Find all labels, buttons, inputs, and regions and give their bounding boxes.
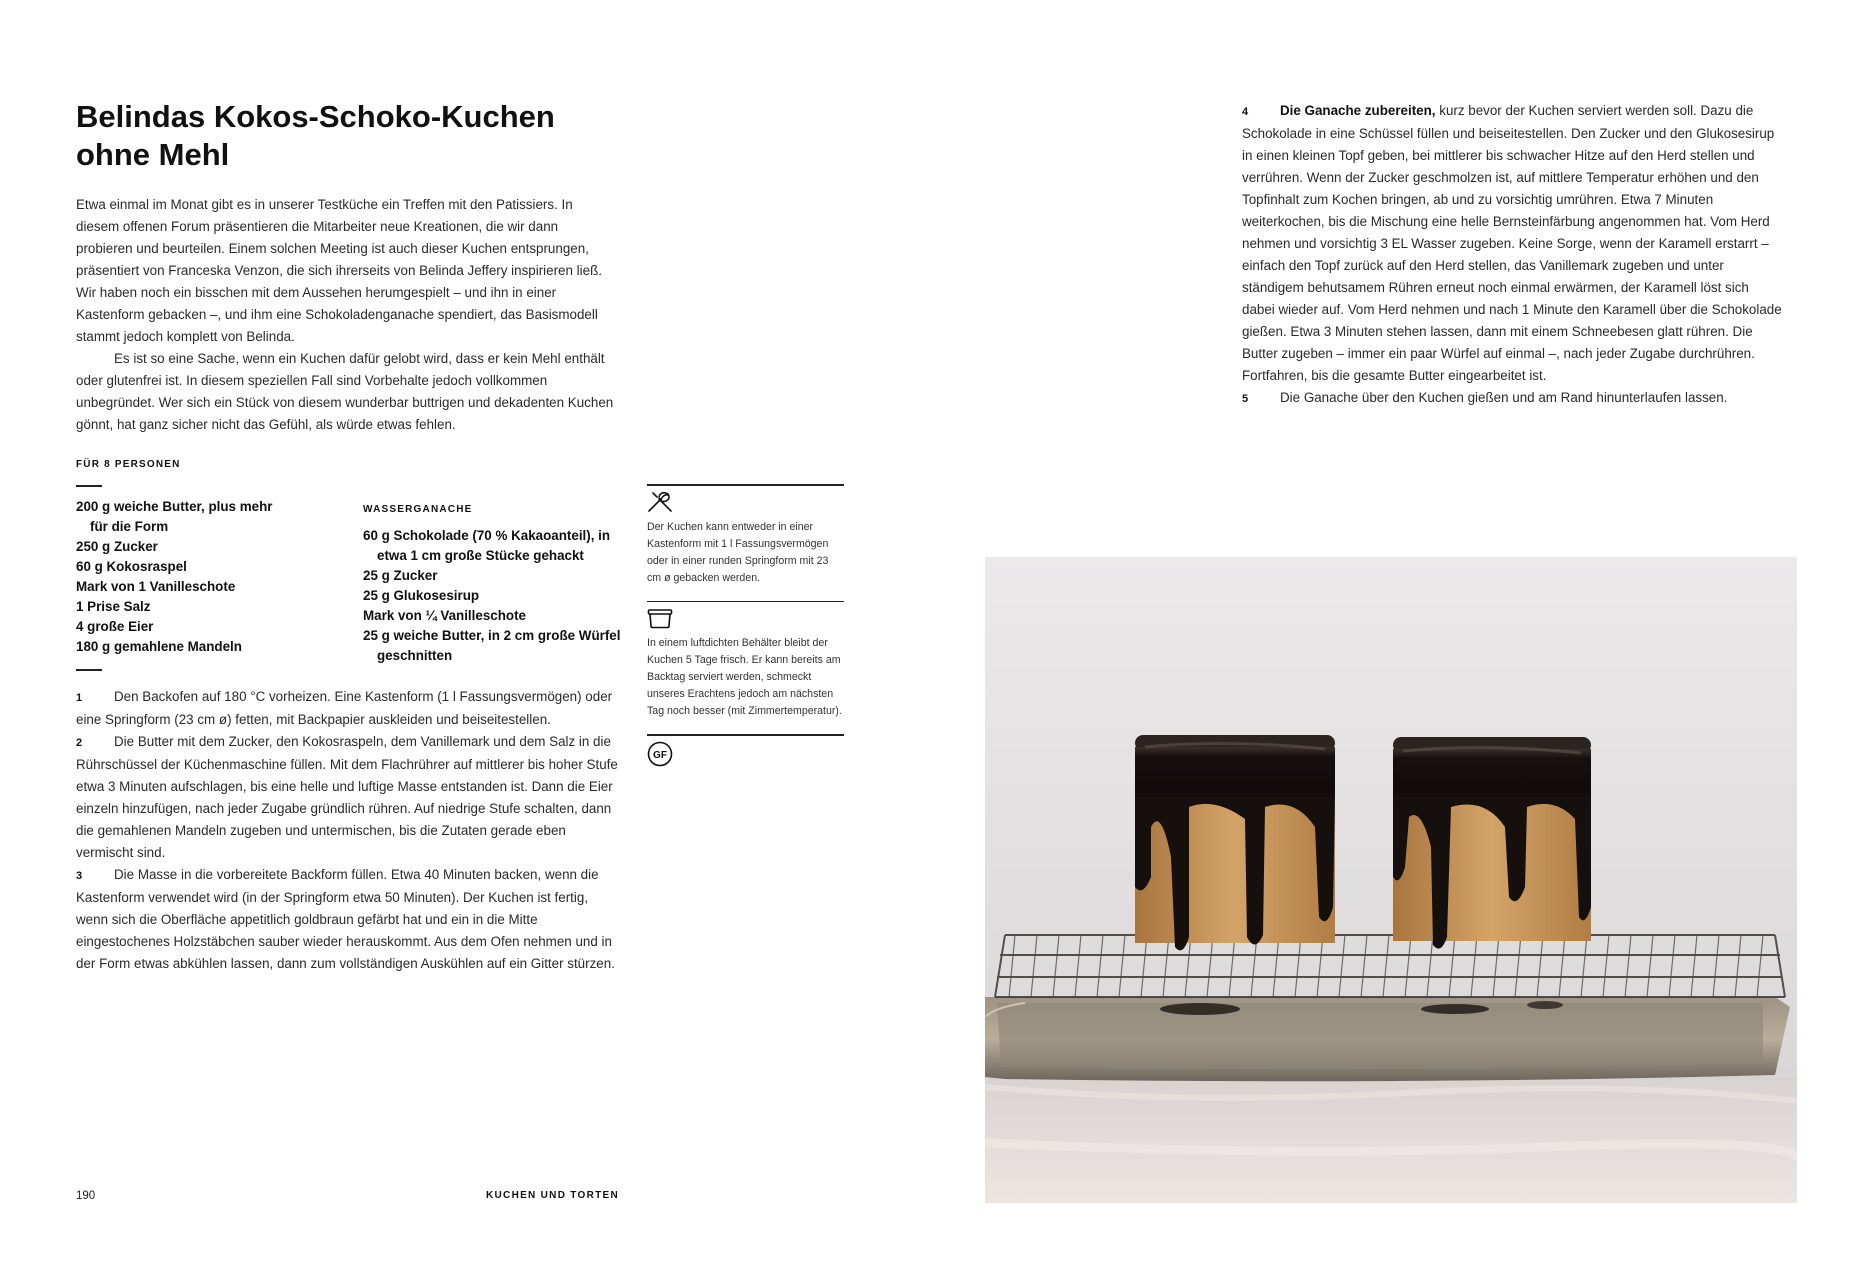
recipe-intro bbox=[76, 194, 616, 436]
ingredient: Mark von 1 Vanilleschote bbox=[76, 579, 236, 594]
gluten-free-badge-icon bbox=[647, 741, 673, 767]
ingredient: 1 Prise Salz bbox=[76, 599, 151, 614]
divider bbox=[647, 601, 844, 603]
cake-photo-illustration bbox=[985, 557, 1797, 1203]
ganache-heading: WASSERGANACHE bbox=[363, 504, 473, 515]
method-step bbox=[1242, 100, 1782, 387]
intro-paragraph: Es ist so eine Sache, wenn ein Kuchen dafür gelobt wird, dass er kein Mehl enthält oder glutenfrei ist. In diesem speziellen Fall sind Vorbehalte jedoch vollkommen unbegründet. Wer sich ein Stück von diesem wunderbar buttrigen und dekadenten Kuchen gönnt, hat ganz sicher nicht das Gefühl, als würde etwas fehlen. bbox=[76, 351, 614, 432]
tips-column bbox=[647, 484, 844, 767]
method-step bbox=[76, 686, 622, 731]
gf-badge-label: GF bbox=[653, 749, 667, 761]
ingredient: 60 g Kokosraspel bbox=[76, 559, 187, 574]
step-text: Die Masse in die vorbereitete Backform füllen. Etwa 40 Minuten backen, wenn die Kastenform verwendet wird (in der Springform etwa 50 Minuten). Der Kuchen ist fertig, wenn sich die Oberfläche appetitlich goldbraun gefärbt hat und ein in die Mitte eingestochenes Holzstäbchen sauber wieder herauskommt. Aus dem Ofen nehmen und in der Form etwas abkühlen lassen, dann zum vollständigen Auskühlen auf ein Gitter stürzen. bbox=[76, 867, 615, 971]
ingredient: 180 g gemahlene Mandeln bbox=[76, 639, 242, 654]
section-title: KUCHEN UND TORTEN bbox=[486, 1190, 620, 1201]
recipe-title: Belindas Kokos-Schoko-Kuchen ohne Mehl bbox=[76, 99, 555, 172]
method-step bbox=[76, 731, 622, 864]
method-steps bbox=[76, 686, 622, 975]
ingredient: 4 große Eier bbox=[76, 619, 154, 634]
storage-container-icon bbox=[647, 607, 673, 629]
divider bbox=[647, 484, 844, 486]
ingredient: 25 g Glukosesirup bbox=[363, 588, 480, 603]
step-number: 4 bbox=[1242, 106, 1249, 118]
ingredient: geschnitten bbox=[377, 648, 453, 663]
serves-label: FÜR 8 PERSONEN bbox=[76, 459, 181, 470]
ingredient: für die Form bbox=[90, 519, 169, 534]
method-step bbox=[76, 864, 622, 975]
whisk-icon bbox=[647, 491, 673, 513]
ingredient: Mark von ¼ Vanilleschote bbox=[363, 608, 526, 623]
step-number: 5 bbox=[1242, 393, 1249, 405]
method-step bbox=[1242, 387, 1782, 410]
ingredient: etwa 1 cm große Stücke gehackt bbox=[377, 548, 584, 563]
step-text: Die Ganache über den Kuchen gießen und am Rand hinunterlaufen lassen. bbox=[1280, 390, 1728, 405]
ingredient: 25 g weiche Butter, in 2 cm große Würfel bbox=[363, 628, 621, 643]
step-lead: Die Ganache zubereiten, bbox=[1280, 103, 1436, 118]
ingredient: 250 g Zucker bbox=[76, 539, 158, 554]
method-steps-continued bbox=[1242, 100, 1782, 410]
ingredient: 200 g weiche Butter, plus mehr bbox=[76, 499, 273, 514]
cake-photo bbox=[985, 557, 1797, 1203]
step-number: 3 bbox=[76, 870, 83, 882]
ingredient: 60 g Schokolade (70 % Kakaoanteil), in bbox=[363, 528, 611, 543]
step-number: 2 bbox=[76, 737, 83, 749]
divider bbox=[76, 669, 102, 671]
step-number: 1 bbox=[76, 692, 83, 704]
step-text: kurz bevor der Kuchen serviert werden soll. Dazu die Schokolade in eine Schüssel füllen und beiseitestellen. Den Zucker und den Glukosesirup in einen kleinen Topf geben, bei mittlerer bis schwacher Hitze auf den Herd stellen und verrühren. Wenn der Zucker geschmolzen ist, auf mittlere Temperatur erhöhen und den Topfinhalt zum Kochen bringen, ab und zu vorsichtig umrühren. Etwa 7 Minuten weiterkochen, bis die Mischung eine helle Bernsteinfärbung angenommen hat. Vom Herd nehmen und vorsichtig 3 EL Wasser zugeben. Keine Sorge, wenn der Karamell erstarrt – einfach den Topf zurück auf den Herd stellen, das Vanillemark zugeben und unter ständigem behutsamem Rühren erneut noch einmal erwärmen, der Karamell löst sich dabei wieder auf. Vom Herd nehmen und nach 1 Minute den Karamell über die Schokolade gießen. Etwa 3 Minuten stehen lassen, dann mit einem Schneebesen glatt rühren. Die Butter zugeben – immer ein paar Würfel auf einmal –, nach jeder Zugabe durchrühren. Fortfahren, bis die gesamte Butter eingearbeitet ist. bbox=[1242, 103, 1782, 383]
tip-text: Der Kuchen kann entweder in einer Kastenform mit 1 l Fassungsvermögen oder in einer runden Springform mit 23 cm ø gebacken werden. bbox=[647, 520, 829, 584]
step-text: Die Butter mit dem Zucker, den Kokosraspeln, dem Vanillemark und dem Salz in die Rührschüssel der Küchenmaschine füllen. Mit dem Flachrührer auf mittlerer bis hoher Stufe etwa 3 Minuten aufschlagen, bis eine helle und luftige Masse entstanden ist. Dann die Eier einzeln hinzufügen, nach jeder Zugabe gründlich rühren. Auf niedrige Stufe schalten, dann die gemahlenen Mandeln zugeben und untermischen, bis die Zutaten gerade eben vermischt sind. bbox=[76, 734, 618, 860]
ingredient: 25 g Zucker bbox=[363, 568, 438, 583]
ingredients-main bbox=[76, 497, 346, 657]
intro-paragraph: Etwa einmal im Monat gibt es in unserer Testküche ein Treffen mit den Patissiers. In diesem offenen Forum präsentieren die Mitarbeiter neue Kreationen, die wir dann probieren und beurteilen. Einem solchen Meeting ist auch dieser Kuchen entsprungen, präsentiert von Franceska Venzon, die sich ihrerseits von Belinda Jeffery inspirieren ließ. Wir haben noch ein bisschen mit dem Aussehen herumgespielt – und ihn in einer Kastenform gebacken –, und ihm eine Schokoladenganache spendiert, das Basismodell stammt jedoch komplett von Belinda. bbox=[76, 197, 602, 344]
tip-text: In einem luftdichten Behälter bleibt der Kuchen 5 Tage frisch. Er kann bereits am Backtag serviert werden, schmeckt unseres Erachtens jedoch am nächsten Tag noch besser (mit Zimmertemperatur). bbox=[647, 637, 842, 717]
ingredients-ganache bbox=[363, 500, 623, 666]
step-text: Den Backofen auf 180 °C vorheizen. Eine Kastenform (1 l Fassungsvermögen) oder eine Springform (23 cm ø) fetten, mit Backpapier auskleiden und beiseitestellen. bbox=[76, 689, 613, 727]
divider bbox=[76, 485, 102, 487]
divider bbox=[647, 734, 844, 736]
page-number: 190 bbox=[76, 1190, 96, 1202]
